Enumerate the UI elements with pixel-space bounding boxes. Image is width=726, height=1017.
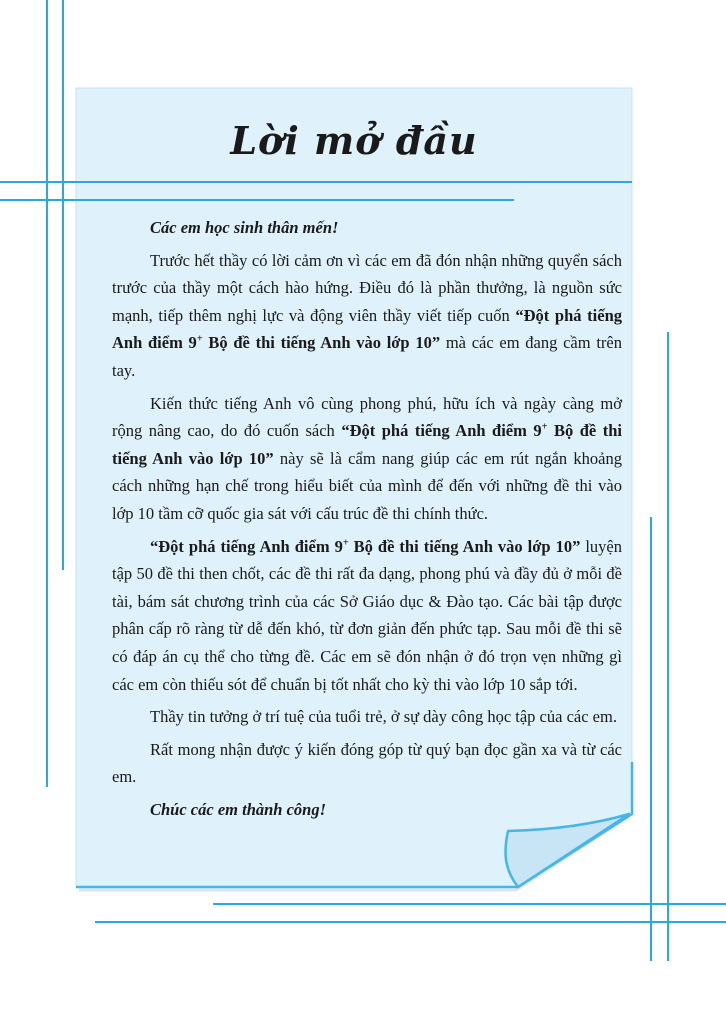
page-title: Lời mở đầu bbox=[230, 118, 478, 163]
para-knowledge: Kiến thức tiếng Anh vô cùng phong phú, hữu ích và ngày càng mở rộng nâng cao, do đó cuốn sách “Đột phá tiếng Anh điểm 9+ Bộ đề thi tiếng Anh vào lớp 10” này sẽ là cẩm nang giúp các em rút ngắn khoảng cách những hạn chế trong hiểu biết của mình để đến với những đề thi vào lớp 10 tầm cỡ quốc gia sát với cấu trúc đề thi chính thức. bbox=[112, 393, 623, 523]
para-trust: Thầy tin tưởng ở trí tuệ của tuổi trẻ, ở sự dày công học tập của các em. bbox=[150, 707, 617, 727]
preface-content bbox=[112, 204, 622, 823]
para-feedback: Rất mong nhận được ý kiến đóng góp từ quý bạn đọc gần xa và từ các em. bbox=[112, 739, 622, 787]
para-book-description: “Đột phá tiếng Anh điểm 9+ Bộ đề thi tiếng Anh vào lớp 10” luyện tập 50 đề thi then chốt, các đề thi rất đa dạng, phong phú và đầy đủ ở mỗi đề tài, bám sát chương trình của các Sở Giáo dục & Đào tạo. Các bài tập được phân cấp rõ ràng từ dễ đến khó, từ đơn giản đến phức tạp. Sau mỗi đề thi sẽ có đáp án cụ thể cho từng đề. Các em sẽ đón nhận ở đó trọn vẹn những gì các em còn thiếu sót để chuẩn bị tốt nhất cho kỳ thi vào lớp 10 sắp tới. bbox=[112, 536, 622, 694]
greeting: Các em học sinh thân mến! bbox=[150, 218, 339, 237]
para-thanks: Trước hết thầy có lời cảm ơn vì các em đã đón nhận những quyển sách trước của thầy một cách hào hứng. Điều đó là phần thưởng, là nguồn sức mạnh, tiếp thêm nghị lực và động viên thầy viết tiếp cuốn “Đột phá tiếng Anh điểm 9+ Bộ đề thi tiếng Anh vào lớp 10” mà các em đang cầm trên tay. bbox=[112, 250, 623, 380]
closing-wish: Chúc các em thành công! bbox=[150, 799, 327, 819]
